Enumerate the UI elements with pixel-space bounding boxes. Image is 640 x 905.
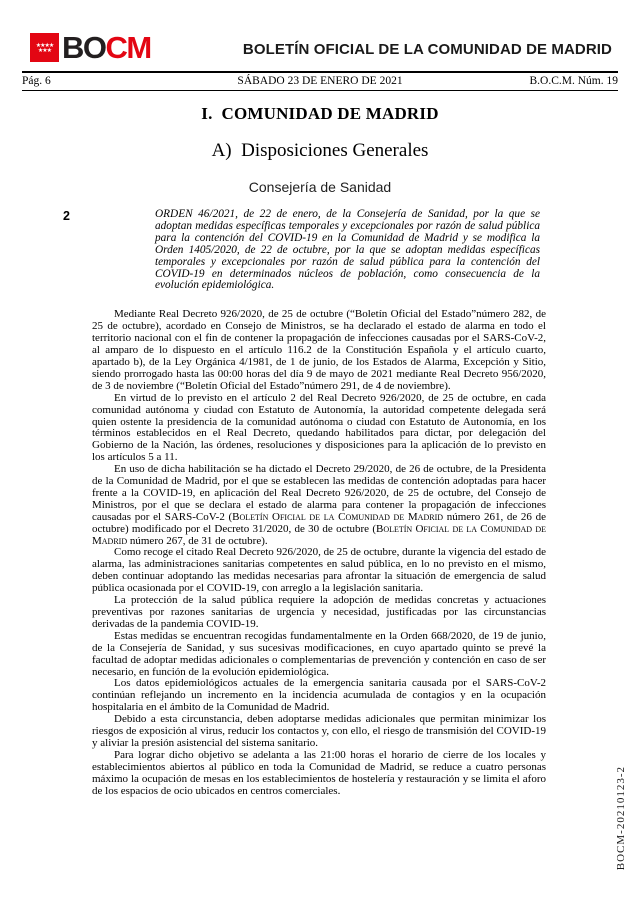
body-paragraph: Debido a esta circunstancia, deben adoptarse medidas adicionales que permitan minimizar los riesgos de exposición al virus, reducir los contactos y, con ello, el riesgo de transmisión del COVID-19 y aliviar la presión asistencial del sistema sanitario. bbox=[92, 713, 546, 749]
body-paragraph: Para lograr dicho objetivo se adelanta a las 21:00 horas el horario de cierre de los locales y establecimientos abiertos al público en toda la Comunidad de Madrid, se reduce a cuatro personas máximo la ocupación de mesas en los establecimientos de hostelería y restauración y se limita el aforo de los espacios de ocio ubicados en centros comerciales. bbox=[92, 748, 546, 797]
body-paragraph: En virtud de lo previsto en el artículo 2 del Real Decreto 926/2020, de 25 de octubre, en cada comunidad autónoma y ciudad con Estatuto de Autonomía, la autoridad competente delegada será quien ostente la presidencia de la comunidad autónoma o ciudad con Estatuto de Autonomía, en los términos establecidos en el Real Decreto, quedando habilitados para dictar, por delegación del Gobierno de la Nación, las órdenes, resoluciones y disposiciones para la aplicación de lo previsto en los artículos 5 a 11. bbox=[92, 391, 546, 464]
logo-bo: BO bbox=[62, 30, 106, 65]
page-number-label: Pág. 6 bbox=[22, 75, 51, 87]
section-title: I. COMUNIDAD DE MADRID bbox=[201, 104, 439, 123]
header-rule-top bbox=[22, 71, 618, 73]
body-paragraph: La protección de la salud pública requiere la adopción de medidas concretas y actuaciones preventivas por razones sanitarias de urgencia y necesidad, justificadas por las circunstancias derivadas de la pandemia COVID-19. bbox=[92, 594, 546, 630]
body-paragraph: Mediante Real Decreto 926/2020, de 25 de octubre (“Boletín Oficial del Estado”número 282, de 25 de octubre), acordado en Consejo de Ministros, se ha declarado el estado de alarma en todo el territorio nacional con el fin de contener la propagación de infecciones causadas por el SARS-CoV-2, al amparo de lo dispuesto en el artículo 116.2 de la Constitución Española y el artículo cuarto, apartado b), de la Ley Orgánica 4/1981, de 1 de junio, de los Estados de Alarma, Excepción y Sitio, siendo prorrogado hasta las 00:00 horas del día 9 de mayo de 2021 mediante Real Decreto 956/2020, de 3 de noviembre (“Boletín Oficial del Estado”número 291, de 4 de noviembre). bbox=[92, 308, 546, 392]
department-title: Consejería de Sanidad bbox=[248, 179, 392, 195]
order-block bbox=[0, 209, 640, 292]
flag-stars-bottom: ★★★ bbox=[37, 46, 52, 54]
subsection-title: A) Disposiciones Generales bbox=[211, 140, 429, 161]
issue-date-label: SÁBADO 23 DE ENERO DE 2021 bbox=[237, 75, 403, 87]
body-paragraph: En uso de dicha habilitación se ha dictado el Decreto 29/2020, de 26 de octubre, de la Presidenta de la Comunidad de Madrid, por el que se establecen las medidas de contención adoptadas para hacer frente a la COVID-19, en aplicación del Real Decreto 926/2020, de 25 de octubre, del Consejo de Ministros, por el que se declara el estado de alarma para contener la propagación de infecciones causadas por el SARS-CoV-2 (Boletín Oficial de la Comunidad de Madrid número 261, de 26 de octubre) modificado por el Decreto 31/2020, de 30 de octubre (Boletín Oficial de la Comunidad de Madrid número 267, de 31 de octubre). bbox=[92, 463, 546, 547]
bocm-logo-text bbox=[62, 30, 151, 65]
body-paragraph: Estas medidas se encuentran recogidas fundamentalmente en la Orden 668/2020, de 19 de junio, de la Consejería de Sanidad, y sus sucesivas modificaciones, en cuyo apartado quinto se prevé la facultad de adoptar medidas adicionales o complementarias de prevención y contención en caso de ser necesario, en función de la evolución epidemiológica. bbox=[92, 629, 546, 678]
madrid-flag-icon bbox=[30, 33, 59, 62]
bocm-logo bbox=[30, 30, 151, 65]
document-code-vertical: BOCM-20210123-2 bbox=[615, 765, 627, 870]
order-item-number: 2 bbox=[63, 209, 70, 223]
body-paragraph: Los datos epidemiológicos actuales de la emergencia sanitaria causada por el SARS-CoV-2 continúan reflejando un incremento en la incidencia acumulada de contagios y en la ocupación hospitalaria en el ámbito de la Comunidad de Madrid. bbox=[92, 677, 546, 714]
bulletin-title: BOLETÍN OFICIAL DE LA COMUNIDAD DE MADRID bbox=[242, 41, 612, 58]
logo-cm: CM bbox=[105, 30, 151, 65]
issue-number-label: B.O.C.M. Núm. 19 bbox=[529, 75, 618, 87]
header-meta-bar bbox=[22, 74, 618, 89]
order-summary: ORDEN 46/2021, de 22 de enero, de la Consejería de Sanidad, por la que se adoptan medidas específicas temporales y excepcionales por razón de salud pública para la contención del COVID-19 en la Comunidad de Madrid y se modifica la Orden 1405/2020, de 22 de octubre, por la que se adoptan medidas específicas temporales y excepcionales por razón de salud pública para la contención del COVID-19 en determinados núcleos de población, como consecuencia de la evolución epidemiológica. bbox=[155, 208, 540, 292]
flag-stars-top: ★★★★ bbox=[35, 41, 54, 49]
header-rule-bottom bbox=[22, 90, 618, 91]
body-paragraphs bbox=[92, 309, 546, 797]
body-paragraph: Como recoge el citado Real Decreto 926/2020, de 25 de octubre, durante la vigencia del estado de alarma, las administraciones sanitarias competentes en salud pública, en lo no previsto en el mismo, deben continuar adoptando las medidas necesarias para afrontar la situación de emergencia de salud pública ocasionada por el COVID-19, con arreglo a la legislación sanitaria. bbox=[92, 546, 546, 595]
